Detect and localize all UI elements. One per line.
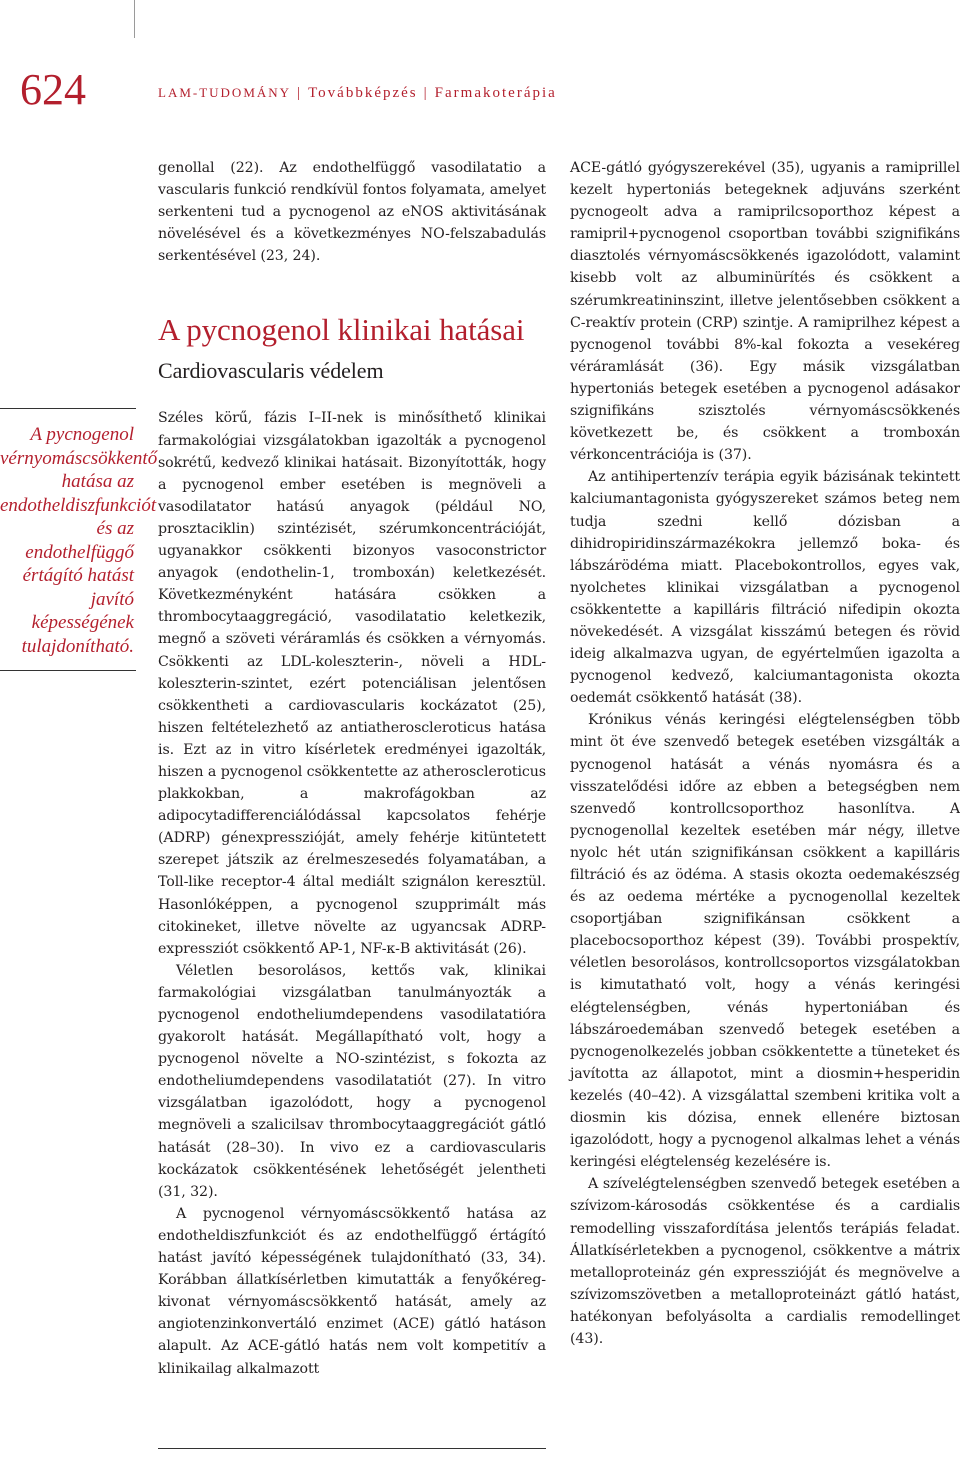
paragraph: Széles körű, fázis I–II-nek is minősíthető klinikai farmakológiai vizsgálatokban igazolták a pycnogenol sokrétű, kedvező klinikai hatásait. Bizonyították, hogy a pycnogenol ember esetében is megnöveli a vasodilatator hatású anyagok (például NO, prosztaciklin) szintézisét, szérumkoncentrációját, ugyanakkor csökkenti bizonyos vasoconstrictor anyagok (endothelin-1, tromboxán) keletkezését. Következményként hatására csökken a thrombocytaaggregáció, vasodilatatio keletkezik, megnő a szöveti véráramlás és csökken a vérnyomás. Csökkenti az LDL-koleszterin-, növeli a HDL-koleszterin-szintet, ezért potenciálisan jelentősen csökkentheti a cardiovascularis kockázatot (25), hiszen feltételezhető az antiatheroscleroticus hatása is. Ezt az in vitro kísérletek eredményei igazolták, hiszen a pycnogenol csökkentette az atheroscleroticus plakkokban, a makrofágokban az adipocytadifferenciálódással kapcsolatos fehérje (ADRP) génexpresszióját, amely fehérje kitüntetett szerepet játszik az érelmeszesedés folyamatában, a Toll-like receptor-4 által mediált szignálon keresztül. Hasonlóképpen, a pycnogenol szupprimált más citokineket, illetve növelte az ugyancsak ADRP-expressziót csökkentő AP-1, NF-κ-B aktivitását (26). [158, 410, 546, 957]
section-heading: A pycnogenol klinikai hatásai [158, 312, 525, 348]
running-head-section-3: Farmakoterápia [434, 85, 557, 101]
paragraph: A szívelégtelenségben szenvedő betegek esetében a szívizom-károsodás csökkentése és a cardialis remodelling visszafordítása jelentős terápiás feladat. Állatkísérletekben a pycnogenol, csökkentve a mátrix metalloproteináz gén expresszióját és megnövelve a szívizomszövetben a metalloproteinázt gátló hatást, hatékonyan befolyásolta a cardialis remodellinget (43). [570, 1176, 960, 1347]
article-column-left [158, 157, 546, 1380]
running-head-separator: | [297, 85, 303, 101]
paragraph: ACE-gátló gyógyszerekével (35), ugyanis a ramiprillel kezelt hypertoniás betegeknek adjuváns szerként pycnogeolt adva a ramiprilcsoporthoz képest a ramipril+pycnogenol csoportban további szignifikáns diasztolés vérnyomáscsökkenés igazolódott, valamint kisebb volt az albuminürítés és csökkent a szérumkreatininszint, illetve jelentősebben csökkent a C-reaktív protein (CRP) szintje. A ramiprilhez képest a pycnogenol további 8%-kal fokozta a vesekéreg véráramlását (36). Egy másik vizsgálatban hypertoniás betegek esetében a pycnogenol adásakor szignifikáns szisztolés vérnyomáscsökkenés következett be, és csökkent a tromboxán vérkoncentrációja is (37). [570, 160, 960, 464]
running-head [158, 83, 557, 103]
paragraph: Krónikus vénás keringési elégtelenségben több mint öt éve szenvedő betegek esetében vizsgálták a pycnogenol hatását a vénás nyomásra és a visszatelődési időre az ebben a betegségben nem szenvedő kontrollcsoporthoz hasonlítva. A pycnogenollal kezeltek esetében már négy, illetve nyolc hét után szignifikánsan csökkent a kapilláris filtráció és az ödéma. A stasis okozta oedemakészség és az oedema mértéke a pycnogenollal kezeltek csoportjában szignifikánsan csökkent a placebocsoporthoz képest (39). További prospektív, véletlen besorolásos, kontrollcsoportos vizsgálatokban is kimutatható volt, hogy a vénás keringési elégtelenségben, vénás hypertoniában és lábszároedemában szenvedő betegek esetében a pycnogenolkezelés jobban csökkentette a tüneteket és javította az állapotot, mint a diosmin+hesperidin kezelés (40–42). A vizsgálattal szembeni kritika volt a diosmin kis dózisa, ennek ellenére biztosan igazolódott, hogy a pycnogenol alkalmas lehet a vénás keringési elégtelenség kezelésére is. [570, 712, 960, 1171]
article-column-right [570, 157, 960, 1350]
running-head-separator: | [423, 85, 429, 101]
pullquote-text: A pycnogenol vérnyomáscsökkentő hatása az endotheldiszfunkciót és az endothelfüggő értágító hatást javító képességének tulajdonítható. [0, 424, 158, 657]
paragraph: Az antihipertenzív terápia egyik bázisának tekintett kalciumantagonista gyógyszereket számos beteg nem tudja szedni kellő dózisban a dihidropiridinszármazékokra jellemző boka- és lábszárödéma miatt. Placebokontrollos, egyes vak, nyolchetes klinikai vizsgálatban a pycnogenol csökkentette a kapilláris filtráció nifedipin okozta növekedését. A vizsgálat kisszámú betegen és rövid ideig alkalmazva ugyan, de egyértelműen igazolta a pycnogenol kedvező, kalciumantagonista okozta oedemát csökkentő hatását (38). [570, 469, 960, 707]
header-divider [134, 0, 135, 38]
running-head-section-1: LAM-TUDOMÁNY [158, 85, 292, 100]
running-head-section-2: Továbbképzés [308, 85, 418, 101]
paragraph: Véletlen besorolásos, kettős vak, klinikai farmakológiai vizsgálatban tanulmányozták a pycnogenol endotheliumdependens vasodilatatióra gyakorolt hatását. Megállapítható volt, hogy a pycnogenol növelte a NO-szintézist, s fokozta az endotheliumdependens vasodilatatiót (27). In vitro vizsgálatban igazolódott, hogy a pycnogenol megnöveli a szalicilsav thrombocytaaggregációt gátló hatását (28–30). In vivo ez a cardiovascularis kockázatok csökkentésének lehetőségét jelentheti (31, 32). [158, 962, 546, 1200]
subsection-heading: Cardiovascularis védelem [158, 358, 384, 384]
paragraph: A pycnogenol vérnyomáscsökkentő hatása az endotheldiszfunkciót és az endothelfüggő értágító hatást javító képességének tulajdonítható (33, 34). Korábban állatkísérletben kimutatták a fenyőkéreg-kivonat vérnyomáscsökkentő hatását, amely az angiotenzinkonvertáló enzimet (ACE) gátló hatáson alapult. Az ACE-gátló hatás nem volt kompetitív a klinikailag alkalmazott [158, 1205, 546, 1377]
footer-rule [158, 1448, 546, 1449]
paragraph-continuation: genollal (22). Az endothelfüggő vasodilatatio a vascularis funkció rendkívül fontos folyamata, amelyet serkenteni tud a pycnogenol az eNOS aktivitásának növelésével és a következményes NO-felszabadulás serkentésével (23, 24). [158, 160, 546, 265]
page-number: 624 [20, 65, 86, 114]
pullquote-box [0, 408, 158, 671]
